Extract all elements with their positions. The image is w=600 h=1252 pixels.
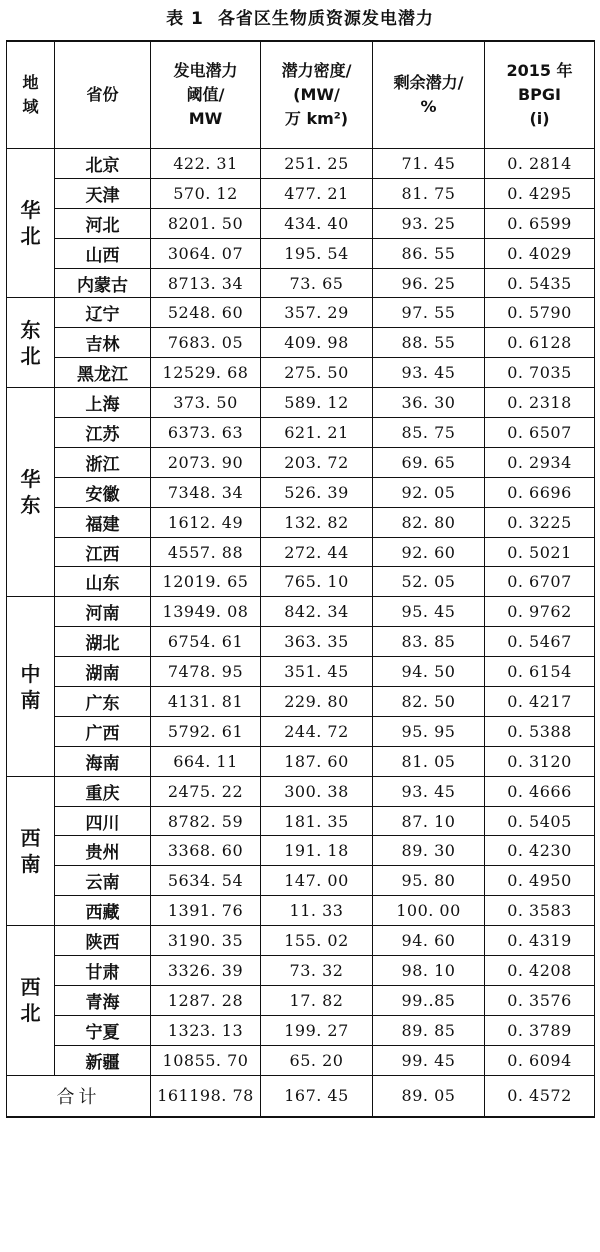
threshold-cell: 8201. 50 bbox=[151, 208, 261, 238]
remaining-cell: 89. 30 bbox=[373, 836, 485, 866]
remaining-cell: 96. 25 bbox=[373, 268, 485, 298]
table-row bbox=[7, 657, 595, 687]
remaining-cell: 52. 05 bbox=[373, 567, 485, 597]
threshold-cell: 4131. 81 bbox=[151, 687, 261, 717]
threshold-cell: 570. 12 bbox=[151, 178, 261, 208]
table-row bbox=[7, 208, 595, 238]
remaining-cell: 87. 10 bbox=[373, 806, 485, 836]
table-row bbox=[7, 687, 595, 717]
remaining-cell: 71. 45 bbox=[373, 149, 485, 179]
biomass-potential-table bbox=[6, 40, 595, 1118]
density-cell: 477. 21 bbox=[261, 178, 373, 208]
province-cell: 天津 bbox=[55, 178, 151, 208]
total-threshold-cell: 161198. 78 bbox=[151, 1075, 261, 1117]
table-row bbox=[7, 1045, 595, 1075]
threshold-cell: 12529. 68 bbox=[151, 358, 261, 388]
province-cell: 湖北 bbox=[55, 627, 151, 657]
bpgi-cell: 0. 4295 bbox=[485, 178, 595, 208]
density-cell: 244. 72 bbox=[261, 716, 373, 746]
threshold-cell: 2475. 22 bbox=[151, 776, 261, 806]
province-cell: 山东 bbox=[55, 567, 151, 597]
province-cell: 河南 bbox=[55, 597, 151, 627]
province-cell: 江苏 bbox=[55, 418, 151, 448]
remaining-cell: 89. 85 bbox=[373, 1015, 485, 1045]
province-cell: 河北 bbox=[55, 208, 151, 238]
province-cell: 浙江 bbox=[55, 447, 151, 477]
bpgi-cell: 0. 5790 bbox=[485, 298, 595, 328]
density-cell: 526. 39 bbox=[261, 477, 373, 507]
table-row bbox=[7, 567, 595, 597]
remaining-cell: 97. 55 bbox=[373, 298, 485, 328]
density-cell: 181. 35 bbox=[261, 806, 373, 836]
threshold-cell: 1391. 76 bbox=[151, 896, 261, 926]
table-row bbox=[7, 1015, 595, 1045]
total-bpgi-cell: 0. 4572 bbox=[485, 1075, 595, 1117]
header-bpgi: 2015 年 BPGI (i) bbox=[485, 41, 595, 149]
bpgi-cell: 0. 4208 bbox=[485, 956, 595, 986]
threshold-cell: 3190. 35 bbox=[151, 926, 261, 956]
remaining-cell: 94. 50 bbox=[373, 657, 485, 687]
table-row bbox=[7, 477, 595, 507]
province-cell: 黑龙江 bbox=[55, 358, 151, 388]
density-cell: 65. 20 bbox=[261, 1045, 373, 1075]
table-row bbox=[7, 149, 595, 179]
region-cell: 华 东 bbox=[7, 388, 55, 597]
bpgi-cell: 0. 7035 bbox=[485, 358, 595, 388]
table-row bbox=[7, 627, 595, 657]
table-row bbox=[7, 716, 595, 746]
region-cell: 西 南 bbox=[7, 776, 55, 925]
bpgi-cell: 0. 2318 bbox=[485, 388, 595, 418]
density-cell: 621. 21 bbox=[261, 418, 373, 448]
bpgi-cell: 0. 6128 bbox=[485, 328, 595, 358]
bpgi-cell: 0. 3576 bbox=[485, 985, 595, 1015]
remaining-cell: 98. 10 bbox=[373, 956, 485, 986]
table-row bbox=[7, 806, 595, 836]
density-cell: 147. 00 bbox=[261, 866, 373, 896]
density-cell: 191. 18 bbox=[261, 836, 373, 866]
table-title: 各省区生物质资源发电潜力 bbox=[217, 9, 434, 29]
remaining-cell: 100. 00 bbox=[373, 896, 485, 926]
table-caption bbox=[0, 4, 600, 29]
table-row bbox=[7, 926, 595, 956]
threshold-cell: 7478. 95 bbox=[151, 657, 261, 687]
density-cell: 275. 50 bbox=[261, 358, 373, 388]
remaining-cell: 86. 55 bbox=[373, 238, 485, 268]
region-cell: 中 南 bbox=[7, 597, 55, 776]
density-cell: 73. 65 bbox=[261, 268, 373, 298]
province-cell: 甘肃 bbox=[55, 956, 151, 986]
threshold-cell: 7683. 05 bbox=[151, 328, 261, 358]
remaining-cell: 82. 50 bbox=[373, 687, 485, 717]
total-label: 合计 bbox=[7, 1075, 151, 1117]
remaining-cell: 81. 05 bbox=[373, 746, 485, 776]
total-remaining-cell: 89. 05 bbox=[373, 1075, 485, 1117]
bpgi-cell: 0. 4029 bbox=[485, 238, 595, 268]
remaining-cell: 82. 80 bbox=[373, 507, 485, 537]
threshold-cell: 3064. 07 bbox=[151, 238, 261, 268]
province-cell: 广东 bbox=[55, 687, 151, 717]
province-cell: 海南 bbox=[55, 746, 151, 776]
density-cell: 351. 45 bbox=[261, 657, 373, 687]
province-cell: 重庆 bbox=[55, 776, 151, 806]
header-threshold: 发电潜力 阈值/ MW bbox=[151, 41, 261, 149]
bpgi-cell: 0. 6507 bbox=[485, 418, 595, 448]
province-cell: 宁夏 bbox=[55, 1015, 151, 1045]
table-row bbox=[7, 866, 595, 896]
remaining-cell: 81. 75 bbox=[373, 178, 485, 208]
table-row bbox=[7, 776, 595, 806]
province-cell: 吉林 bbox=[55, 328, 151, 358]
bpgi-cell: 0. 5467 bbox=[485, 627, 595, 657]
threshold-cell: 6373. 63 bbox=[151, 418, 261, 448]
remaining-cell: 69. 65 bbox=[373, 447, 485, 477]
threshold-cell: 2073. 90 bbox=[151, 447, 261, 477]
bpgi-cell: 0. 4319 bbox=[485, 926, 595, 956]
remaining-cell: 95. 80 bbox=[373, 866, 485, 896]
density-cell: 155. 02 bbox=[261, 926, 373, 956]
threshold-cell: 4557. 88 bbox=[151, 537, 261, 567]
remaining-cell: 99..85 bbox=[373, 985, 485, 1015]
table-row bbox=[7, 896, 595, 926]
table-row bbox=[7, 985, 595, 1015]
threshold-cell: 3326. 39 bbox=[151, 956, 261, 986]
bpgi-cell: 0. 5435 bbox=[485, 268, 595, 298]
table-row bbox=[7, 507, 595, 537]
region-cell: 东 北 bbox=[7, 298, 55, 388]
province-cell: 云南 bbox=[55, 866, 151, 896]
density-cell: 199. 27 bbox=[261, 1015, 373, 1045]
bpgi-cell: 0. 3120 bbox=[485, 746, 595, 776]
province-cell: 江西 bbox=[55, 537, 151, 567]
density-cell: 434. 40 bbox=[261, 208, 373, 238]
header-row bbox=[7, 41, 595, 149]
threshold-cell: 12019. 65 bbox=[151, 567, 261, 597]
bpgi-cell: 0. 6707 bbox=[485, 567, 595, 597]
density-cell: 357. 29 bbox=[261, 298, 373, 328]
threshold-cell: 3368. 60 bbox=[151, 836, 261, 866]
density-cell: 73. 32 bbox=[261, 956, 373, 986]
province-cell: 上海 bbox=[55, 388, 151, 418]
remaining-cell: 94. 60 bbox=[373, 926, 485, 956]
density-cell: 589. 12 bbox=[261, 388, 373, 418]
density-cell: 132. 82 bbox=[261, 507, 373, 537]
remaining-cell: 95. 95 bbox=[373, 716, 485, 746]
bpgi-cell: 0. 5388 bbox=[485, 716, 595, 746]
table-row bbox=[7, 956, 595, 986]
total-row bbox=[7, 1075, 595, 1117]
province-cell: 西藏 bbox=[55, 896, 151, 926]
table-row bbox=[7, 447, 595, 477]
remaining-cell: 36. 30 bbox=[373, 388, 485, 418]
bpgi-cell: 0. 2934 bbox=[485, 447, 595, 477]
density-cell: 272. 44 bbox=[261, 537, 373, 567]
density-cell: 187. 60 bbox=[261, 746, 373, 776]
bpgi-cell: 0. 4666 bbox=[485, 776, 595, 806]
bpgi-cell: 0. 3789 bbox=[485, 1015, 595, 1045]
header-region: 地 域 bbox=[7, 41, 55, 149]
total-density-cell: 167. 45 bbox=[261, 1075, 373, 1117]
threshold-cell: 8713. 34 bbox=[151, 268, 261, 298]
bpgi-cell: 0. 2814 bbox=[485, 149, 595, 179]
province-cell: 新疆 bbox=[55, 1045, 151, 1075]
threshold-cell: 5792. 61 bbox=[151, 716, 261, 746]
density-cell: 229. 80 bbox=[261, 687, 373, 717]
bpgi-cell: 0. 4217 bbox=[485, 687, 595, 717]
density-cell: 11. 33 bbox=[261, 896, 373, 926]
table-body bbox=[7, 149, 595, 1117]
bpgi-cell: 0. 3225 bbox=[485, 507, 595, 537]
header-province: 省份 bbox=[55, 41, 151, 149]
table-number: 表 1 bbox=[166, 9, 204, 29]
bpgi-cell: 0. 6094 bbox=[485, 1045, 595, 1075]
threshold-cell: 1612. 49 bbox=[151, 507, 261, 537]
threshold-cell: 5248. 60 bbox=[151, 298, 261, 328]
bpgi-cell: 0. 3583 bbox=[485, 896, 595, 926]
bpgi-cell: 0. 4950 bbox=[485, 866, 595, 896]
remaining-cell: 93. 45 bbox=[373, 776, 485, 806]
region-cell: 华 北 bbox=[7, 149, 55, 298]
threshold-cell: 13949. 08 bbox=[151, 597, 261, 627]
province-cell: 贵州 bbox=[55, 836, 151, 866]
province-cell: 青海 bbox=[55, 985, 151, 1015]
bpgi-cell: 0. 6599 bbox=[485, 208, 595, 238]
province-cell: 广西 bbox=[55, 716, 151, 746]
remaining-cell: 85. 75 bbox=[373, 418, 485, 448]
remaining-cell: 83. 85 bbox=[373, 627, 485, 657]
bpgi-cell: 0. 4230 bbox=[485, 836, 595, 866]
threshold-cell: 1323. 13 bbox=[151, 1015, 261, 1045]
density-cell: 203. 72 bbox=[261, 447, 373, 477]
table-row bbox=[7, 238, 595, 268]
table-row bbox=[7, 178, 595, 208]
threshold-cell: 10855. 70 bbox=[151, 1045, 261, 1075]
province-cell: 内蒙古 bbox=[55, 268, 151, 298]
table-row bbox=[7, 328, 595, 358]
table-row bbox=[7, 537, 595, 567]
density-cell: 195. 54 bbox=[261, 238, 373, 268]
header-remaining: 剩余潜力/ % bbox=[373, 41, 485, 149]
threshold-cell: 8782. 59 bbox=[151, 806, 261, 836]
density-cell: 363. 35 bbox=[261, 627, 373, 657]
density-cell: 17. 82 bbox=[261, 985, 373, 1015]
province-cell: 陕西 bbox=[55, 926, 151, 956]
province-cell: 四川 bbox=[55, 806, 151, 836]
bpgi-cell: 0. 9762 bbox=[485, 597, 595, 627]
table-row bbox=[7, 358, 595, 388]
table-row bbox=[7, 418, 595, 448]
density-cell: 409. 98 bbox=[261, 328, 373, 358]
threshold-cell: 664. 11 bbox=[151, 746, 261, 776]
province-cell: 安徽 bbox=[55, 477, 151, 507]
province-cell: 山西 bbox=[55, 238, 151, 268]
province-cell: 辽宁 bbox=[55, 298, 151, 328]
density-cell: 251. 25 bbox=[261, 149, 373, 179]
remaining-cell: 99. 45 bbox=[373, 1045, 485, 1075]
province-cell: 福建 bbox=[55, 507, 151, 537]
threshold-cell: 6754. 61 bbox=[151, 627, 261, 657]
header-density: 潜力密度/ (MW/ 万 km²) bbox=[261, 41, 373, 149]
threshold-cell: 373. 50 bbox=[151, 388, 261, 418]
table-row bbox=[7, 597, 595, 627]
density-cell: 765. 10 bbox=[261, 567, 373, 597]
remaining-cell: 93. 25 bbox=[373, 208, 485, 238]
table-row bbox=[7, 298, 595, 328]
table-row bbox=[7, 746, 595, 776]
bpgi-cell: 0. 5405 bbox=[485, 806, 595, 836]
province-cell: 北京 bbox=[55, 149, 151, 179]
density-cell: 300. 38 bbox=[261, 776, 373, 806]
bpgi-cell: 0. 6154 bbox=[485, 657, 595, 687]
table-row bbox=[7, 268, 595, 298]
region-cell: 西 北 bbox=[7, 926, 55, 1075]
table-row bbox=[7, 836, 595, 866]
remaining-cell: 93. 45 bbox=[373, 358, 485, 388]
remaining-cell: 88. 55 bbox=[373, 328, 485, 358]
bpgi-cell: 0. 6696 bbox=[485, 477, 595, 507]
density-cell: 842. 34 bbox=[261, 597, 373, 627]
threshold-cell: 422. 31 bbox=[151, 149, 261, 179]
threshold-cell: 5634. 54 bbox=[151, 866, 261, 896]
bpgi-cell: 0. 5021 bbox=[485, 537, 595, 567]
province-cell: 湖南 bbox=[55, 657, 151, 687]
threshold-cell: 7348. 34 bbox=[151, 477, 261, 507]
remaining-cell: 95. 45 bbox=[373, 597, 485, 627]
remaining-cell: 92. 05 bbox=[373, 477, 485, 507]
threshold-cell: 1287. 28 bbox=[151, 985, 261, 1015]
remaining-cell: 92. 60 bbox=[373, 537, 485, 567]
table-row bbox=[7, 388, 595, 418]
